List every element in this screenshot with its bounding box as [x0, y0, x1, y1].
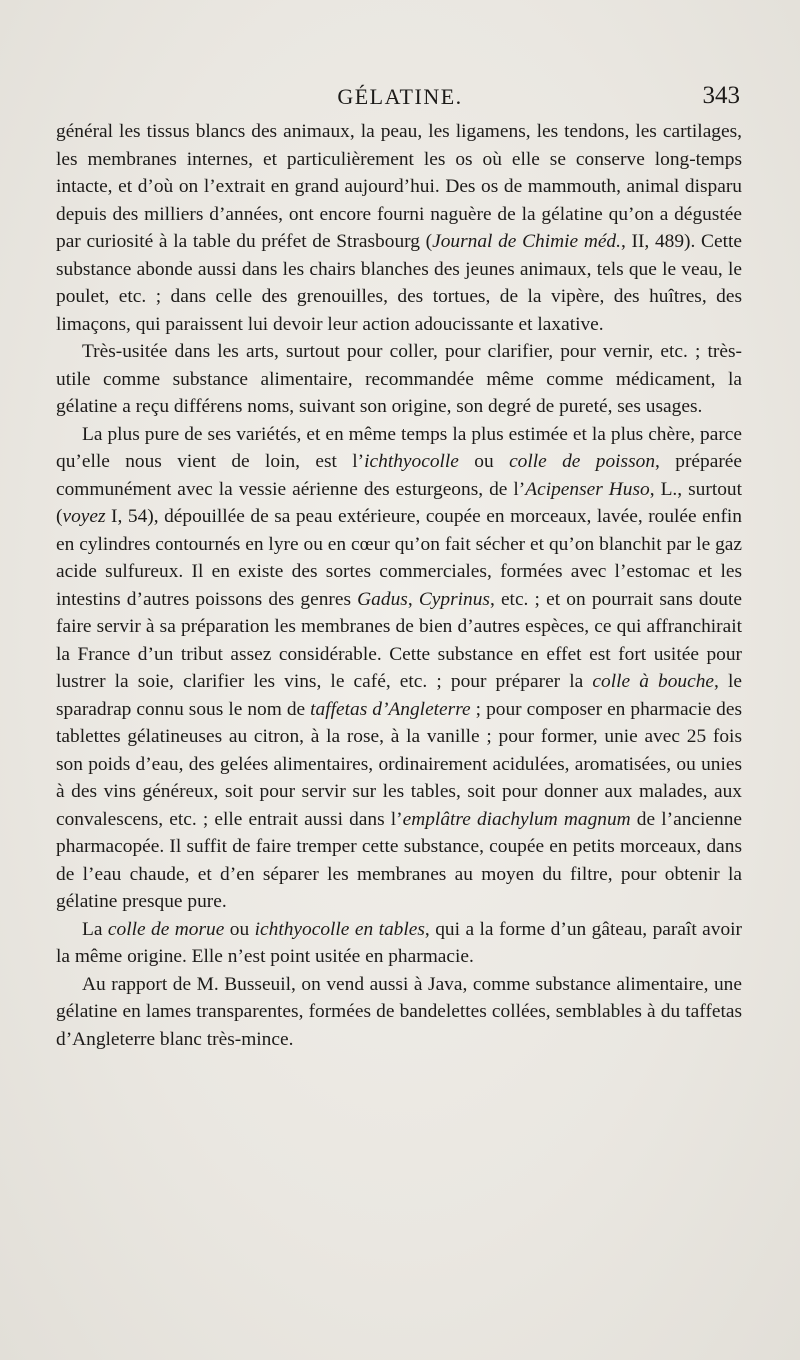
- italic-run: ichthyocolle en tables: [254, 918, 425, 940]
- page-number: 343: [702, 82, 740, 109]
- italic-run: ichthyocolle: [364, 451, 459, 472]
- running-head: [0, 84, 800, 116]
- text-run: Très-usitée dans les arts, surtout pour coller, pour clarifier, pour vernir, etc. ; très-utile comme substance alimentaire, recommandée même comme médicament, la gélatine a reçu différens noms, suivant son origine, son degré de pureté, ses usages.: [56, 341, 742, 417]
- text-run: ou: [458, 451, 510, 472]
- text-run: La: [82, 918, 108, 940]
- text-run: Au rapport de M. Busseuil, on vend aussi à Java, comme substance alimentaire, une gélatine en lames transparentes, formées de bandelettes collées, semblables à du taffetas d’Angleterre blanc très-mince.: [56, 973, 742, 1050]
- paragraph: [56, 916, 742, 971]
- text-run: , II, 489). Cette substance abonde aussi dans les chairs blanches des jeunes animaux, tels que le veau, le poulet, etc. ; dans celle des grenouilles, des tortues, de la vipère, des huîtres, des limaçons, qui paraissent lui devoir leur action adoucissante et laxative.: [56, 231, 742, 335]
- italic-run: colle de poisson: [509, 451, 656, 472]
- text-run: ; pour composer en pharmacie des tablettes gélatineuses au citron, à la rose, à la vanille ; pour former, unie avec 25 fois son poids d’eau, des gelées alimentaires, ordinairement acidulées, aromatisées, ou unies à des vins généreux, soit pour servir sur les tables, soit pour donner aux malades, aux convalescens, etc. ; elle entrait aussi dans l’: [56, 698, 743, 830]
- text-run: , préparée communément avec la vessie aérienne des esturgeons, de l’: [56, 451, 742, 500]
- italic-run: Gadus: [357, 588, 408, 610]
- running-title: GÉLATINE.: [337, 84, 463, 109]
- italic-run: voyez: [62, 506, 106, 527]
- text-run: , le sparadrap connu sous le nom de: [56, 671, 742, 720]
- text-run: , L., surtout (: [56, 478, 742, 527]
- italic-run: emplâtre diachylum magnum: [402, 808, 631, 830]
- text-run: général les tissus blancs des animaux, la peau, les ligamens, les tendons, les cartilages, les membranes internes, et particulièrement les os où elle se conserve long-temps intacte, et d’où on l’extrait en grand aujourd’hui. Des os de mammouth, animal disparu depuis des milliers d’années, ont encore fourni naguère de la gélatine qu’on a dégustée par curiosité à la table du préfet de Strasbourg (: [56, 121, 742, 252]
- text-run: ,: [407, 588, 419, 610]
- text-run: ou: [224, 918, 255, 940]
- paragraph: [56, 118, 742, 338]
- italic-run: taffetas d’Angleterre: [310, 698, 471, 720]
- italic-run: Journal de Chimie méd.: [432, 231, 621, 252]
- text-run: La plus pure de ses variétés, et en même temps la plus estimée et la plus chère, parce qu’elle nous vient de loin, est l’: [56, 423, 742, 472]
- italic-run: Cyprinus: [418, 588, 490, 610]
- italic-run: colle à bouche: [592, 671, 715, 692]
- text-run: I, 54), dépouillée de sa peau extérieure, coupée en morceaux, lavée, roulée enfin en cylindres contournés en lyre ou en cœur qu’on fait sécher et qu’on blanchit par le gaz acide sulfureux. Il en existe des sortes commerciales, formées avec l’estomac et les intestins d’autres poissons des genres: [56, 506, 742, 610]
- paragraph: [56, 421, 742, 916]
- paragraph: [56, 338, 742, 421]
- italic-run: colle de morue: [107, 918, 225, 940]
- body-text: [56, 118, 742, 1053]
- text-run: , etc. ; et on pourrait sans doute faire servir à sa préparation les membranes de bien d’autres espèces, ce qui affranchirait la France d’un tribut assez considérable. Cette substance en effet est fort usitée pour lustrer la soie, clarifier les vins, le café, etc. ; pour préparer la: [56, 588, 742, 692]
- paragraph: [56, 971, 742, 1054]
- text-run: , qui a la forme d’un gâteau, paraît avoir la même origine. Elle n’est point usitée en pharmacie.: [56, 918, 742, 967]
- text-run: de l’ancienne pharmacopée. Il suffit de faire tremper cette substance, coupée en petits morceaux, dans de l’eau chaude, et d’en séparer les membranes au moyen du filtre, pour obtenir la gélatine presque pure.: [56, 808, 742, 912]
- italic-run: Acipenser Huso: [525, 478, 650, 500]
